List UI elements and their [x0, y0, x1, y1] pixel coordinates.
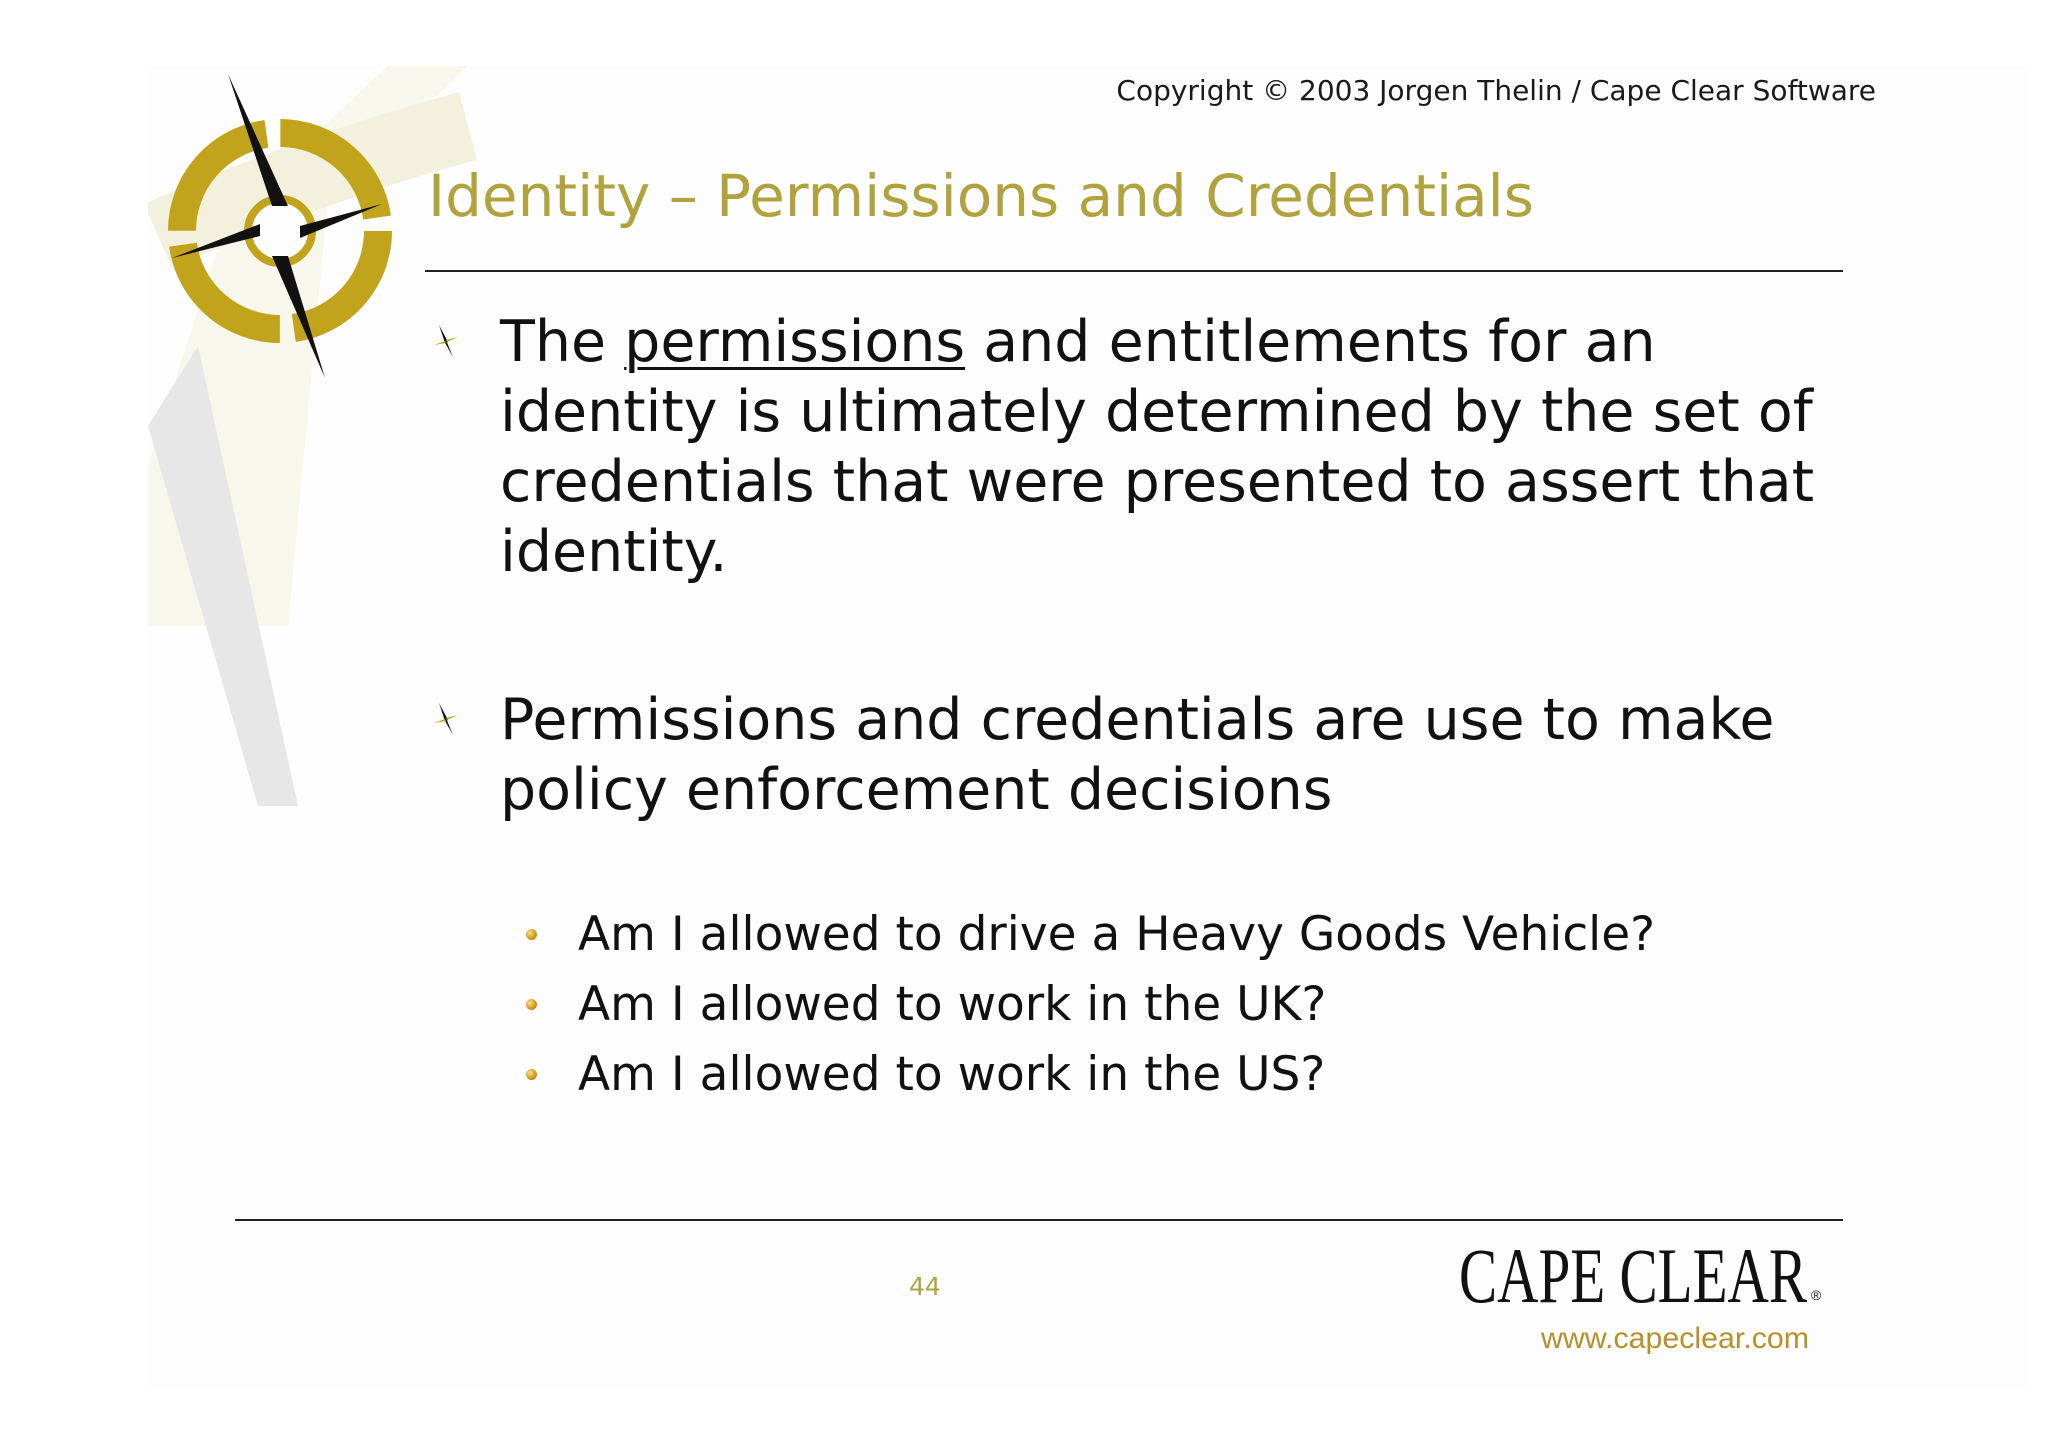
compass-needle-icon: [431, 323, 461, 359]
footer-divider: [235, 1219, 1843, 1221]
sub-bullet-item: [578, 905, 1838, 965]
copyright-notice: Copyright © 2003 Jorgen Thelin / Cape Clear Software: [1116, 74, 1876, 107]
bullet-text-start: The: [500, 309, 625, 375]
sub-bullet-text: Am I allowed to work in the UK?: [578, 977, 1327, 1032]
gold-dot-icon: [526, 999, 537, 1010]
registered-mark: ®: [1811, 1287, 1822, 1303]
slide-title: Identity – Permissions and Credentials: [428, 162, 1534, 230]
title-divider: [425, 270, 1843, 272]
sub-bullet-text: Am I allowed to work in the US?: [578, 1047, 1326, 1102]
sub-bullet-item: [578, 1045, 1838, 1105]
compass-needle-icon: [431, 701, 461, 737]
bullet-text: Permissions and credentials are use to make policy enforcement decisions: [500, 687, 1775, 823]
compass-star-icon: [150, 66, 410, 386]
underlined-term: permissions: [624, 309, 966, 375]
sub-bullet-item: [578, 975, 1838, 1035]
bullet-item: [500, 685, 1860, 825]
cape-clear-logo: [1455, 1240, 1835, 1360]
sub-bullet-text: Am I allowed to drive a Heavy Goods Vehicle?: [578, 907, 1656, 962]
bullet-item: [500, 307, 1860, 587]
brand-name: CAPE CLEAR: [1459, 1240, 1807, 1319]
page-number: 44: [909, 1272, 941, 1301]
bullet-text-end: and entitlements for an identity is ultimately determined by the set of credentials that were presented to assert that identity.: [500, 309, 1815, 585]
brand-url: www.capeclear.com: [1539, 1322, 1809, 1355]
gold-dot-icon: [526, 1069, 537, 1080]
gold-dot-icon: [526, 929, 537, 940]
